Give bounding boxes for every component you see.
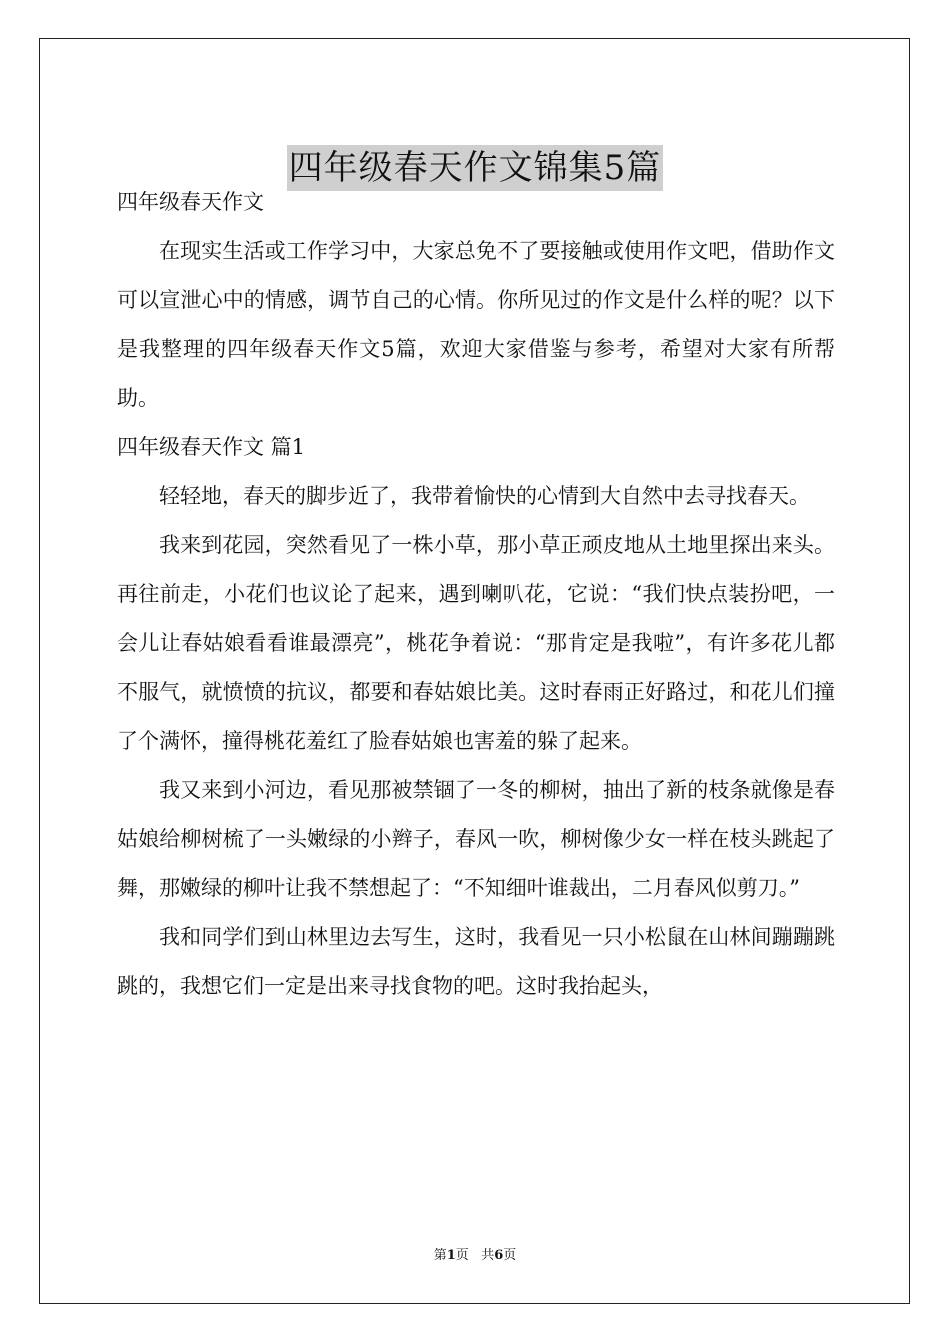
page-footer [0, 1247, 950, 1265]
footer-prefix: 第 [433, 1248, 447, 1263]
body-paragraph: 我来到花园，突然看见了一株小草，那小草正顽皮地从土地里探出来头。再往前走，小花们也议论了起来，遇到喇叭花，它说：“我们快点装扮吧，一会儿让春姑娘看看谁最漂亮”，桃花争着说：“那肯定是我啦”，有许多花儿都不服气，就愤愤的抗议，都要和春姑娘比美。这时春雨正好路过，和花儿们撞了个满怀，撞得桃花羞红了脸春姑娘也害羞的躲了起来。 [117, 533, 835, 753]
section-heading: 四年级春天作文 篇1 [117, 435, 306, 459]
footer-total-prefix: 共 [481, 1248, 495, 1263]
footer-page-suffix: 页 [455, 1248, 469, 1263]
footer-total-suffix: 页 [503, 1248, 517, 1263]
body-paragraph: 我又来到小河边，看见那被禁锢了一冬的柳树，抽出了新的枝条就像是春姑娘给柳树梳了一头嫩绿的小辫子，春风一吹，柳树像少女一样在枝头跳起了舞，那嫩绿的柳叶让我不禁想起了：“不知细叶谁裁出，二月春风似剪刀。” [117, 778, 835, 900]
footer-total-pages: 6 [494, 1248, 504, 1263]
intro-paragraph: 在现实生活或工作学习中，大家总免不了要接触或使用作文吧，借助作文可以宣泄心中的情感，调节自己的心情。你所见过的作文是什么样的呢？以下是我整理的四年级春天作文5篇，欢迎大家借鉴与参考，希望对大家有所帮助。 [117, 239, 835, 410]
document-body [117, 178, 835, 1011]
intro-heading: 四年级春天作文 [117, 190, 264, 214]
document-title: 四年级春天作文锦集5篇 [287, 145, 664, 191]
body-paragraph: 轻轻地，春天的脚步近了，我带着愉快的心情到大自然中去寻找春天。 [159, 484, 810, 508]
body-paragraph: 我和同学们到山林里边去写生，这时，我看见一只小松鼠在山林间蹦蹦跳跳的，我想它们一定是出来寻找食物的吧。这时我抬起头， [117, 925, 835, 998]
footer-page-number: 1 [446, 1248, 456, 1263]
